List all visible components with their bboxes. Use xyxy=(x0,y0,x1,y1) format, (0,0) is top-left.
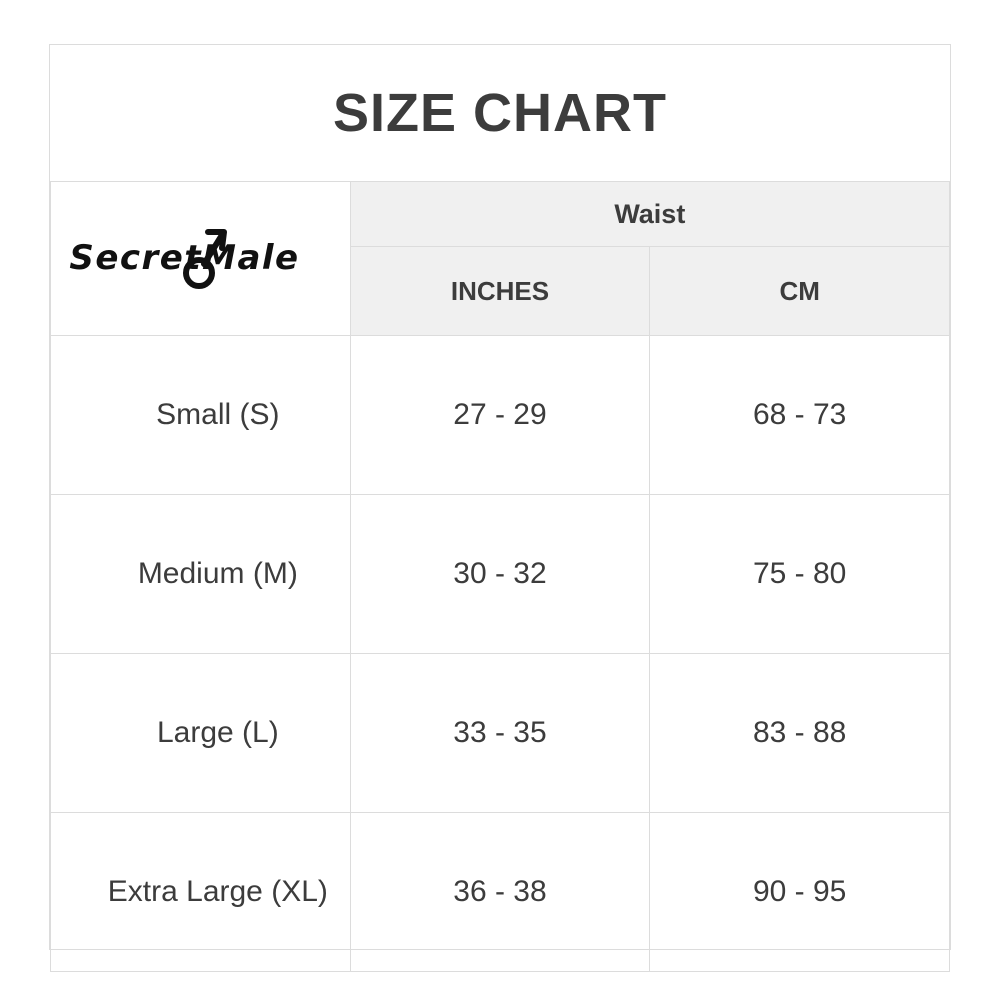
brand-and-group-header-row xyxy=(51,182,950,247)
waist-cm-value: 68 - 73 xyxy=(650,336,950,495)
brand-logo xyxy=(51,182,350,335)
size-chart-container xyxy=(49,44,951,950)
size-label: Extra Large (XL) xyxy=(51,813,351,972)
table-row xyxy=(51,336,950,495)
waist-group-header: Waist xyxy=(350,182,949,247)
waist-cm-value: 83 - 88 xyxy=(650,654,950,813)
mars-symbol-icon xyxy=(177,226,231,292)
size-chart-table xyxy=(50,45,950,972)
waist-cm-value: 90 - 95 xyxy=(650,813,950,972)
table-row xyxy=(51,654,950,813)
waist-inches-value: 30 - 32 xyxy=(350,495,650,654)
table-row xyxy=(51,813,950,972)
size-label: Medium (M) xyxy=(51,495,351,654)
title-row xyxy=(51,45,950,182)
waist-inches-value: 36 - 38 xyxy=(350,813,650,972)
brand-logo-cell xyxy=(51,182,351,336)
header-inches: INCHES xyxy=(350,247,650,336)
brand-name: SecretMale xyxy=(69,237,300,278)
size-label: Small (S) xyxy=(51,336,351,495)
header-cm: CM xyxy=(650,247,950,336)
page-title: SIZE CHART xyxy=(51,45,950,182)
table-row xyxy=(51,495,950,654)
waist-cm-value: 75 - 80 xyxy=(650,495,950,654)
waist-inches-value: 33 - 35 xyxy=(350,654,650,813)
size-label: Large (L) xyxy=(51,654,351,813)
waist-inches-value: 27 - 29 xyxy=(350,336,650,495)
